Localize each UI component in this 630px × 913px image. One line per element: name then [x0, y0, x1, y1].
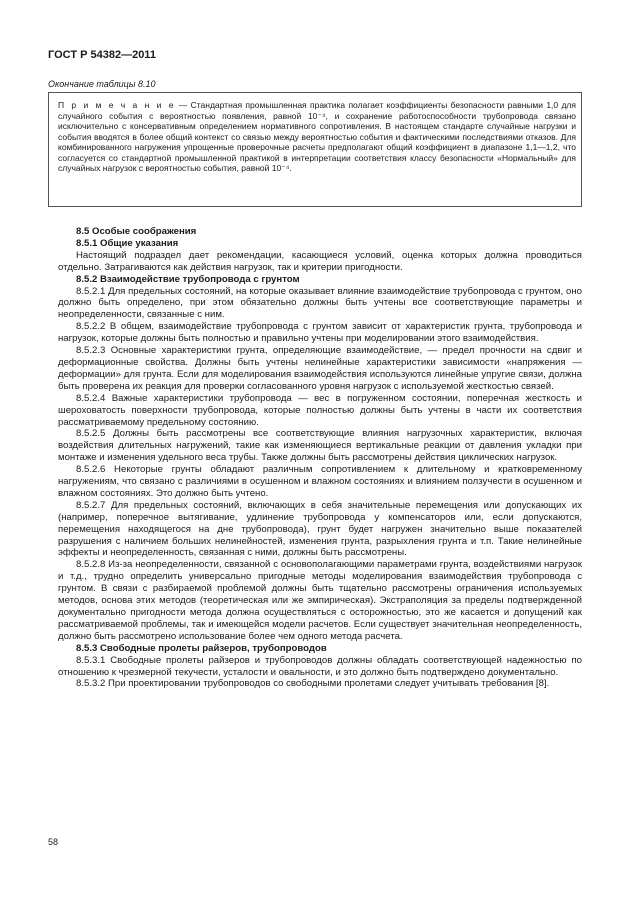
paragraph: 8.5.2.6 Некоторые грунты обладают различным сопротивлением к длительному и кратковременному нагружениям, что связано с различиями в осушенном и влажном состояниях и влиянием ползучести в осушенном и влажном состояниях. Это должно быть учтено.	[58, 464, 582, 499]
paragraph: 8.5.2.8 Из-за неопределенности, связанной с основополагающими параметрами грунта, воздействиями нагрузок и т.д., трудно определить универсально пригодные методы моделирования взаимодействия трубопровода с грунтом. В связи с разбираемой проблемой должны быть тщательно рассмотрены ограничения используемых методов, основа этих методов (теоретическая или же эмпирическая). Экстраполяция за пределы подтвержденной документально пригодности метода должна осуществляться с осторожностью, это же касается и допущений как рассматриваемой проблемы, так и имеющейся модели расчетов. Если существует значительная неопределенность, должно быть рассмотрено использование более чем одного метода расчета.	[58, 559, 582, 642]
page-number: 58	[48, 837, 59, 847]
section-heading: 8.5.2 Взаимодействие трубопровода с грунтом	[76, 273, 300, 285]
table-continuation-caption: Окончание таблицы 8.10	[48, 79, 156, 89]
paragraph: 8.5.2.2 В общем, взаимодействие трубопровода с грунтом зависит от характеристик грунта, трубопровода и нагрузок, которые должны быть полностью и правильно учтены при моделировании этого взаимодействия.	[58, 321, 582, 345]
paragraph: 8.5.3.2 При проектировании трубопроводов со свободными пролетами следует учитывать требования [8].	[76, 678, 550, 690]
table-note	[58, 100, 576, 174]
document-code: ГОСТ Р 54382—2011	[48, 49, 156, 61]
paragraph: 8.5.2.3 Основные характеристики грунта, определяющие взаимодействие, — предел прочности на сдвиг и деформационные свойства. Должны быть учтены нелинейные характеристики зависимости «напряжения — деформации» для грунта. Если для моделирования взаимодействия используются линейные упругие связи, должна быть проверена их реакция для проверки согласованного уровня нагрузок с используемой жесткостью связей.	[58, 345, 582, 392]
paragraph: Настоящий подраздел дает рекомендации, касающиеся условий, оценка которых должна проводиться отдельно. Затрагиваются как действия нагрузок, так и критерии пригодности.	[58, 249, 582, 273]
paragraph: 8.5.2.1 Для предельных состояний, на которые оказывает влияние взаимодействие трубопровода с грунтом, оно должно быть определено, при этом обязательно должны быть учтены все соответствующие параметры и неопределенности, связанные с ним.	[58, 285, 582, 321]
section-heading: 8.5 Особые соображения	[76, 226, 197, 237]
paragraph: 8.5.3.1 Свободные пролеты райзеров и трубопроводов должны обладать соответствующей надежностью по отношению к чрезмерной текучести, усталости и овальности, и это должно быть подтверждено документально.	[58, 654, 582, 678]
paragraph: 8.5.2.7 Для предельных состояний, включающих в себя значительные перемещения или допускающих их (например, поперечное вытягивание, удлинение трубопровода у компенсаторов или, если допускаются, перемещения находящегося на дне трубопровода), грунт будет нагружен значительно выше показателей разрушения с наличием больших нелинейностей, изменения грунта, разрыхления грунта и т.п. Такие нелинейные эффекты и неопределенность, связанная с ними, должны быть рассмотрены.	[58, 499, 582, 559]
paragraph: 8.5.2.5 Должны быть рассмотрены все соответствующие влияния нагрузочных характеристик, включая воздействия длительных нагружений, такие как изменяющиеся вертикальные реакции от давления укладки при монтаже и изменения удельного веса трубы. Также должны быть рассмотрены действия циклических нагрузок.	[58, 428, 582, 464]
section-heading: 8.5.1 Общие указания	[76, 237, 179, 249]
note-text: — Стандартная промышленная практика полагает коэффициенты безопасности равными 1,0 для случайного события с вероятностью появления, равной 10⁻⁴, и сохранение работоспособности трубопровода связано исключительно с консервативным определением нормативного сопротивления. В настоящем стандарте случайные нагрузки и события вводятся в более общий контекст со связью между вероятностью события и фактическими последствиями отказов. Для комбинированного нагружения упрощенные проверочные расчеты предполагают общий коэффициент в диапазоне 1,1—1,2, что согласуется со стандартной промышленной практикой в интерпретации соответствия классу безопасности «Нормальный» для случайных нагрузок с вероятностью события, равной 10⁻⁴.	[58, 100, 576, 173]
section-heading: 8.5.3 Свободные пролеты райзеров, трубопроводов	[76, 642, 327, 654]
paragraph: 8.5.2.4 Важные характеристики трубопровода — вес в погруженном состоянии, поперечная жесткость и шероховатость поверхности трубопровода, которые полностью должны быть учтены в части их соответствия рассматриваемому предельному состоянию.	[58, 392, 582, 428]
body-text	[58, 226, 582, 690]
note-label: П р и м е ч а н и е	[58, 100, 176, 110]
